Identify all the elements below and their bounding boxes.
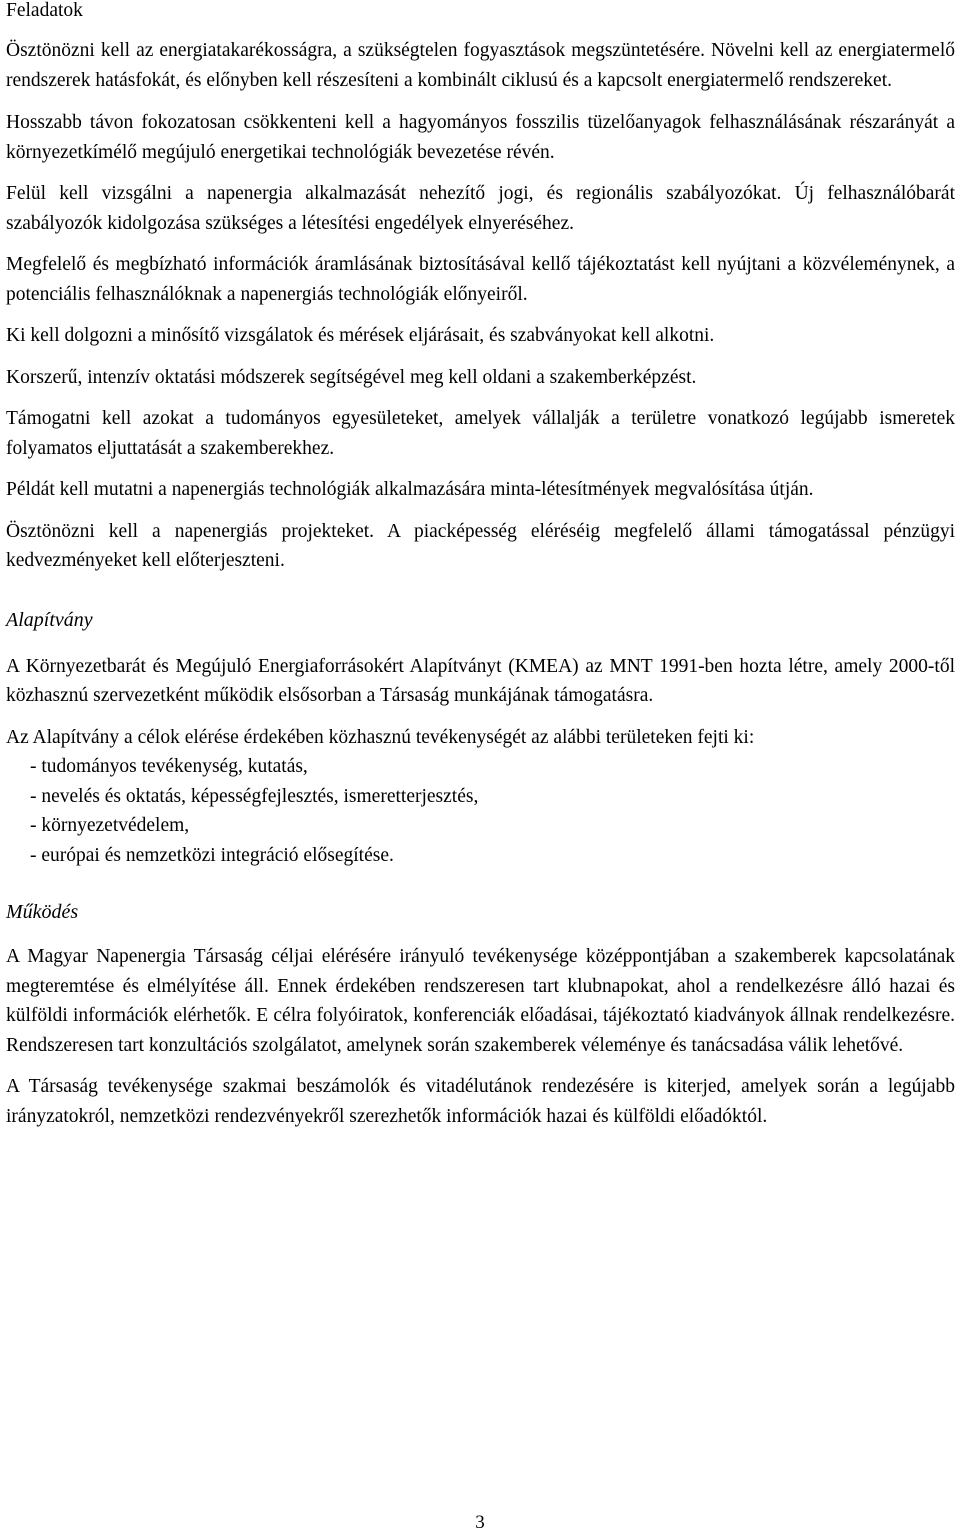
task-paragraph: Ösztönözni kell a napenergiás projekteket. A piacképesség eléréséig megfelelő állami támogatással pénzügyi kedvezményeket kell előterjeszteni. [6, 520, 955, 571]
page-number: 3 [475, 1512, 485, 1533]
document-page [6, 0, 955, 1131]
task-paragraph: Ösztönözni kell az energiatakarékosságra, a szükségtelen fogyasztások megszüntetésére. Növelni kell az energiatermelő rendszerek hatásfokát, és előnyben kell részesíteni a kombinált ciklusú és a kapcsolt energiatermelő rendszereket. [6, 40, 955, 91]
foundation-areas-list [6, 752, 955, 870]
list-item: - környezetvédelem, [30, 815, 190, 836]
list-item: - tudományos tevékenység, kutatás, [30, 756, 308, 777]
task-paragraph: Ki kell dolgozni a minősítő vizsgálatok és mérések eljárásait, és szabványokat kell alkotni. [6, 325, 715, 346]
task-paragraph: Hosszabb távon fokozatosan csökkenteni kell a hagyományos fosszilis tüzelőanyagok felhasználásának részarányát a környezetkímélő megújuló energetikai technológiák bevezetése révén. [6, 112, 955, 163]
task-paragraph: Felül kell vizsgálni a napenergia alkalmazását nehezítő jogi, és regionális szabályozókat. Új felhasználóbarát szabályozók kidolgozása szükséges a létesítési engedélyek elnyeréséhez. [6, 183, 955, 234]
list-item: - nevelés és oktatás, képességfejlesztés, ismeretterjesztés, [30, 785, 479, 807]
task-paragraph: Megfelelő és megbízható információk áramlásának biztosításával kellő tájékoztatást kell nyújtani a közvéleménynek, a potenciális felhasználóknak a napenergiás technológiák előnyeiről. [6, 254, 955, 305]
operation-paragraph: A Magyar Napenergia Társaság céljai elérésére irányuló tevékenysége középpontjában a szakemberek kapcsolatának megteremtése és elmélyítése áll. Ennek érdekében rendszeresen tart klubnapokat, ahol a rendelkezésre álló hazai és külföldi információk elérhetők. E célra folyóiratok, konferenciák előadásai, tájékoztató kiadványok állnak rendelkezésre. Rendszeresen tart konzultációs szolgálatot, amelynek során szakemberek véleménye és tanácsadása válik lehetővé. [6, 946, 955, 1056]
task-paragraph: Támogatni kell azokat a tudományos egyesületeket, amelyek vállalják a területre vonatkozó legújabb ismeretek folyamatos eljuttatását a szakemberekhez. [6, 408, 955, 459]
section-heading-alapitvany: Alapítvány [6, 608, 93, 631]
task-paragraph: Példát kell mutatni a napenergiás technológiák alkalmazására minta-létesítmények megvalósítása útján. [6, 479, 814, 500]
operation-paragraph: A Társaság tevékenysége szakmai beszámolók és vitadélutánok rendezésére is kiterjed, amelyek során a legújabb irányzatokról, nemzetközi rendezvényekről szerezhetők információk hazai és külföldi előadóktól. [6, 1076, 955, 1127]
list-item: - európai és nemzetközi integráció elősegítése. [30, 844, 394, 866]
section-title-feladatok: Feladatok [6, 0, 83, 21]
foundation-paragraph: A Környezetbarát és Megújuló Energiaforrásokért Alapítványt (KMEA) az MNT 1991-ben hozta létre, amely 2000-től közhasznú szervezetként működik elsősorban a Társaság munkájának támogatásra. [6, 655, 955, 706]
foundation-paragraph: Az Alapítvány a célok elérése érdekében közhasznú tevékenységét az alábbi területeken fejti ki: [6, 726, 755, 748]
section-heading-mukodes: Működés [6, 901, 79, 923]
task-paragraph: Korszerű, intenzív oktatási módszerek segítségével meg kell oldani a szakemberképzést. [6, 366, 697, 388]
